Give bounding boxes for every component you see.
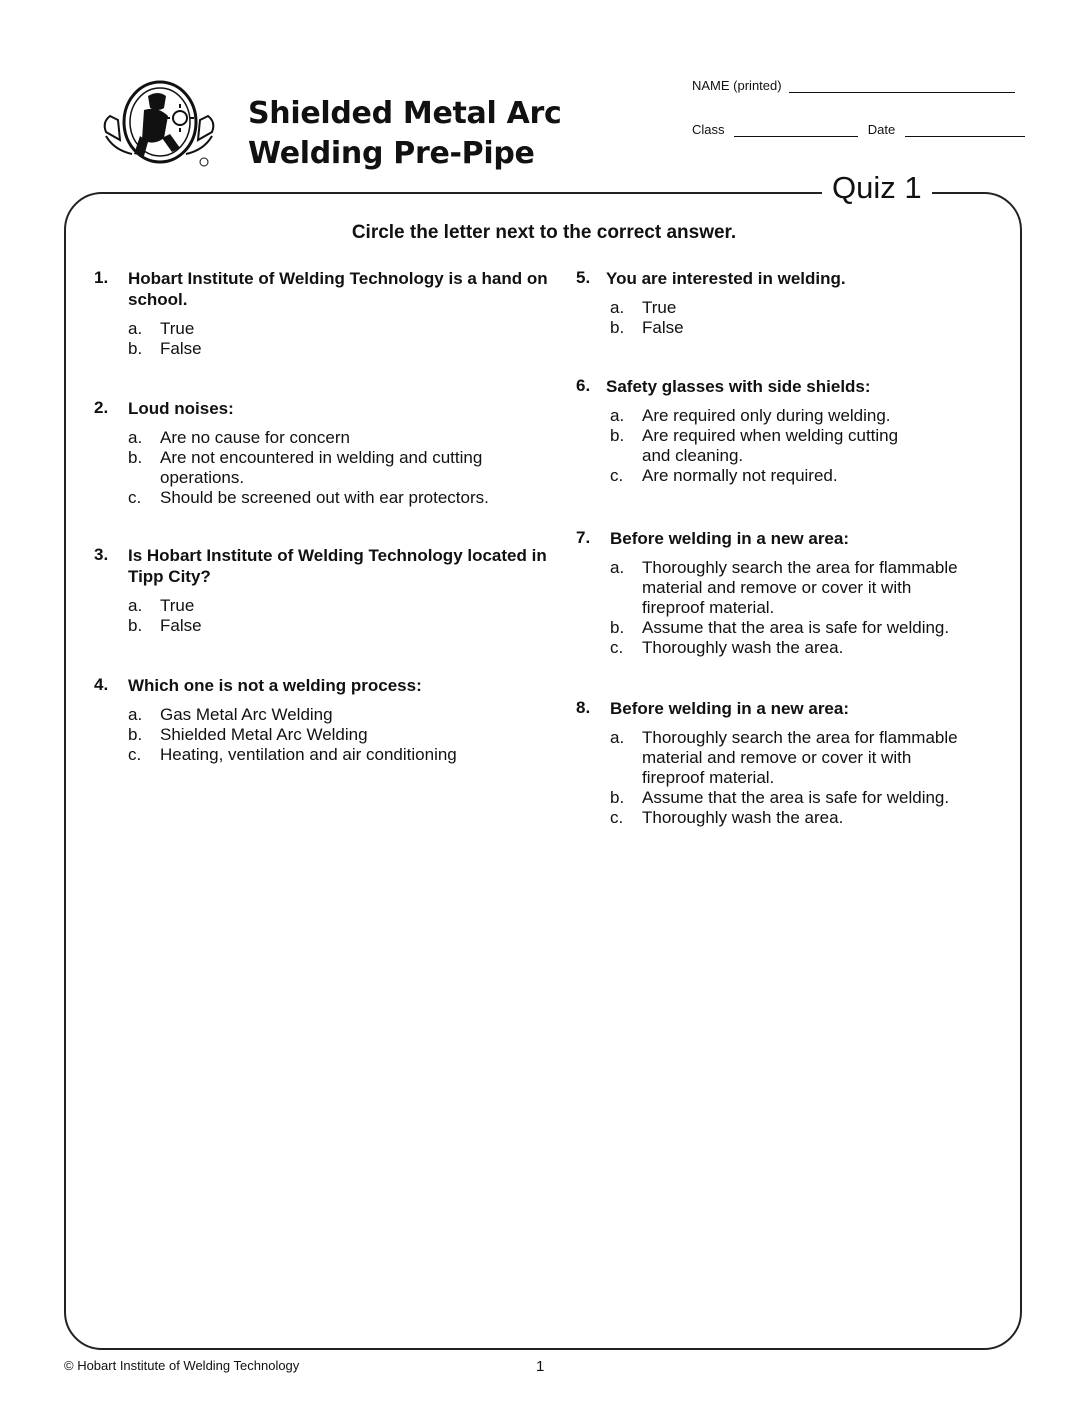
answer-option[interactable] — [128, 319, 554, 339]
answer-list — [610, 728, 996, 828]
answer-option[interactable] — [128, 448, 554, 488]
answer-letter: b. — [610, 788, 625, 807]
answer-text: Are required only during welding. — [642, 406, 891, 425]
answer-text: False — [642, 318, 684, 337]
answer-letter: a. — [128, 319, 143, 338]
answer-option[interactable] — [610, 298, 996, 318]
answer-text: Shielded Metal Arc Welding — [160, 725, 368, 744]
question-text: Safety glasses with side shields: — [606, 377, 871, 396]
name-label: NAME (printed) — [692, 78, 782, 93]
answer-letter: b. — [128, 448, 143, 467]
answer-letter: c. — [128, 745, 142, 764]
question-number: 4. — [94, 675, 109, 694]
answer-text: Are required when welding cutting and cleaning. — [642, 426, 899, 465]
answer-list — [128, 596, 554, 636]
question-number: 3. — [94, 545, 109, 564]
date-field[interactable] — [905, 122, 1025, 137]
question-6 — [576, 376, 996, 528]
answer-text: True — [642, 298, 677, 317]
answer-text: True — [160, 319, 195, 338]
question-text: Which one is not a welding process: — [128, 676, 422, 695]
answer-option[interactable] — [128, 488, 554, 508]
date-label: Date — [867, 122, 896, 137]
answer-list — [128, 428, 554, 508]
question-5 — [576, 268, 996, 376]
answer-letter: c. — [128, 488, 142, 507]
question-7 — [576, 528, 996, 698]
answer-text: False — [160, 616, 202, 635]
question-text: Is Hobart Institute of Welding Technology located in Tipp City? — [128, 546, 547, 586]
answer-letter: a. — [128, 705, 143, 724]
name-field[interactable] — [789, 78, 1015, 93]
class-label: Class — [692, 122, 725, 137]
answer-letter: b. — [128, 725, 143, 744]
answer-option[interactable] — [128, 428, 554, 448]
question-3 — [94, 545, 554, 675]
answer-letter: a. — [610, 298, 625, 317]
questions-right-column — [576, 268, 996, 828]
answer-text: Thoroughly wash the area. — [642, 638, 844, 657]
question-text: Before welding in a new area: — [610, 529, 850, 548]
question-number: 6. — [576, 376, 591, 395]
answer-letter: b. — [128, 616, 143, 635]
answer-option[interactable] — [610, 558, 972, 618]
document-title — [248, 94, 562, 174]
questions-left-column — [94, 268, 554, 765]
answer-option[interactable] — [610, 318, 996, 338]
answer-option[interactable] — [128, 725, 554, 745]
answer-option[interactable] — [610, 618, 996, 638]
answer-option[interactable] — [128, 705, 554, 725]
answer-letter: c. — [610, 638, 624, 657]
question-number: 5. — [576, 268, 591, 287]
title-line-1: Shielded Metal Arc — [248, 96, 562, 131]
welder-logo-icon — [100, 76, 218, 168]
answer-letter: c. — [610, 808, 624, 827]
footer-copyright: © Hobart Institute of Welding Technology — [64, 1358, 300, 1373]
answer-letter: a. — [128, 428, 143, 447]
answer-letter: a. — [128, 596, 143, 615]
class-field[interactable] — [734, 122, 858, 137]
answer-text: Assume that the area is safe for welding. — [642, 618, 950, 637]
answer-option[interactable] — [610, 788, 996, 808]
answer-list — [610, 298, 996, 338]
answer-text: Are normally not required. — [642, 466, 838, 485]
answer-list — [128, 705, 554, 765]
question-text: Before welding in a new area: — [610, 699, 850, 718]
answer-text: Thoroughly search the area for flammable material and remove or cover it with fireproof material. — [642, 558, 958, 617]
answer-letter: b. — [128, 339, 143, 358]
answer-text: Thoroughly search the area for flammable material and remove or cover it with fireproof material. — [642, 728, 958, 787]
answer-option[interactable] — [610, 638, 996, 658]
question-number: 2. — [94, 398, 109, 417]
title-line-2: Welding Pre-Pipe — [248, 136, 535, 171]
question-4 — [94, 675, 554, 765]
answer-list — [610, 406, 996, 486]
quiz-label: Quiz 1 — [822, 168, 932, 208]
question-number: 8. — [576, 698, 591, 717]
answer-list — [610, 558, 996, 658]
answer-letter: b. — [610, 618, 625, 637]
answer-option[interactable] — [610, 808, 996, 828]
answer-letter: a. — [610, 558, 625, 577]
answer-text: Thoroughly wash the area. — [642, 808, 844, 827]
question-number: 7. — [576, 528, 591, 547]
answer-option[interactable] — [610, 466, 996, 486]
question-text: Loud noises: — [128, 399, 234, 418]
answer-option[interactable] — [610, 426, 912, 466]
answer-letter: a. — [610, 406, 625, 425]
answer-option[interactable] — [610, 406, 996, 426]
question-2 — [94, 398, 554, 559]
answer-text: Are no cause for concern — [160, 428, 350, 447]
question-text: Hobart Institute of Welding Technology is a hand on school. — [128, 269, 548, 309]
instructions: Circle the letter next to the correct answer. — [351, 222, 737, 243]
answer-text: False — [160, 339, 202, 358]
answer-option[interactable] — [128, 745, 554, 765]
answer-option[interactable] — [610, 728, 972, 788]
answer-letter: b. — [610, 318, 625, 337]
answer-option[interactable] — [128, 616, 554, 636]
answer-text: Heating, ventilation and air conditioning — [160, 745, 457, 764]
answer-option[interactable] — [128, 596, 554, 616]
answer-text: True — [160, 596, 195, 615]
answer-list — [128, 319, 554, 359]
question-8 — [576, 698, 996, 828]
answer-letter: c. — [610, 466, 624, 485]
answer-text: Assume that the area is safe for welding. — [642, 788, 950, 807]
answer-letter: b. — [610, 426, 625, 445]
answer-letter: a. — [610, 728, 625, 747]
page-number: 1 — [536, 1358, 545, 1375]
answer-text: Are not encountered in welding and cutting operations. — [160, 448, 483, 487]
answer-option[interactable] — [128, 339, 554, 359]
question-number: 1. — [94, 268, 109, 287]
answer-text: Should be screened out with ear protectors. — [160, 488, 489, 507]
answer-text: Gas Metal Arc Welding — [160, 705, 333, 724]
question-text: You are interested in welding. — [606, 269, 846, 288]
question-1 — [94, 268, 554, 386]
